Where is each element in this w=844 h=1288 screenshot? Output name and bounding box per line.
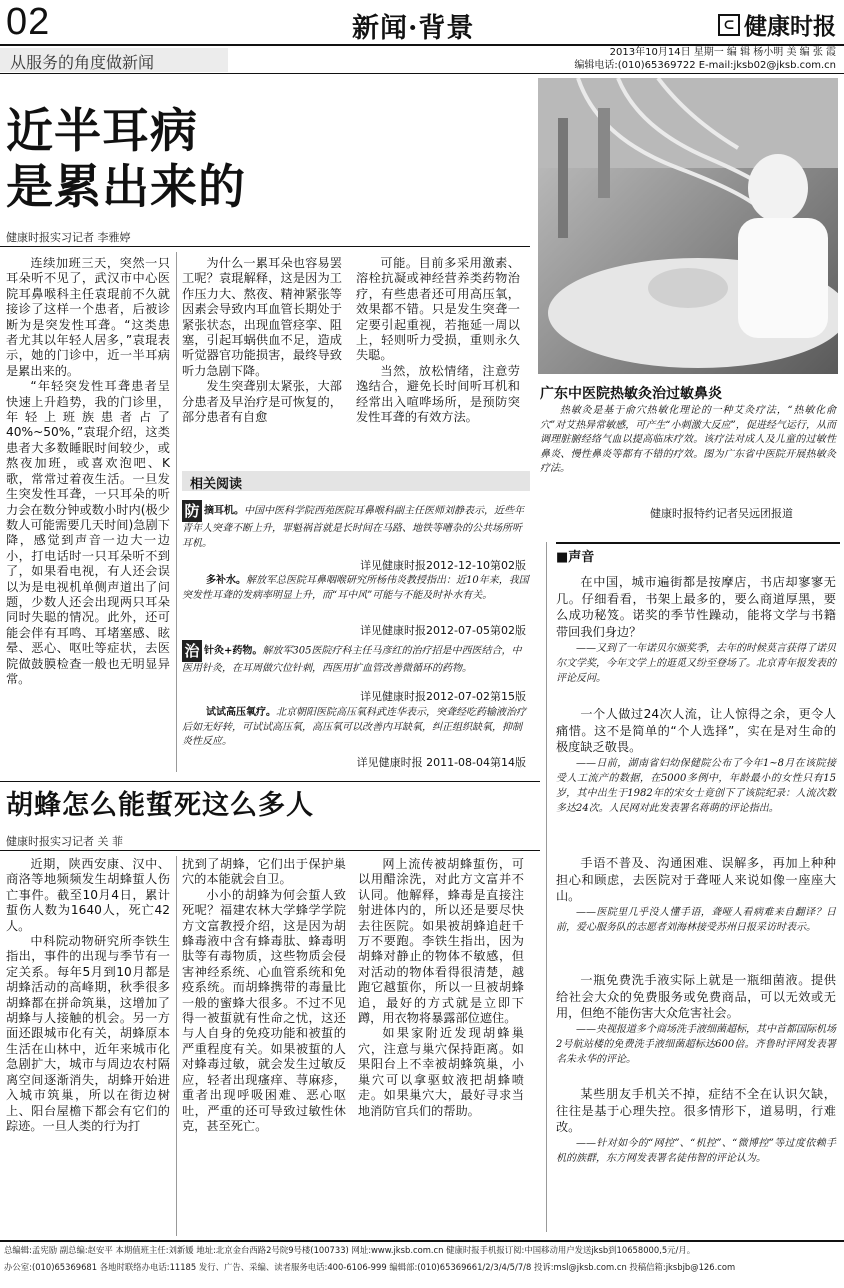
slogan: 从服务的角度做新闻 bbox=[0, 48, 228, 72]
voice-main: 一瓶免费洗手液实际上就是一瓶细菌液。提供给社会大众的免费服务或免费商品，可以无效或无用，但绝不能伤害大众危害社会。 bbox=[556, 973, 836, 1020]
related-text: 中国中医科学院西苑医院耳鼻喉科副主任医师刘静表示，近些年青年人突聋不断上升，罪魁祸首就是长时间在马路、地铁等嘈杂的公共场所听耳机。 bbox=[182, 505, 524, 549]
photo-credit: 健康时报特约记者吴远团报道 bbox=[650, 507, 793, 520]
story2-col3 bbox=[358, 857, 524, 1119]
voices-heading: ■声音 bbox=[556, 542, 840, 562]
related-lead: 多补水。 bbox=[206, 575, 246, 586]
related-lead: 摘耳机。 bbox=[204, 505, 244, 517]
footer-line2: 办公室:(010)65369681 各地时联络办电话:11185 发行、广告、采编、读者服务电话:400-6106-999 编辑部:(010)65369661/2/3/4/5/7/8 投诉:msl@jksb.com.cn 投稿信箱:jksbjb@126.com bbox=[4, 1262, 736, 1272]
logo-mark-icon: ⊂ bbox=[718, 14, 740, 36]
story2-col2-p2: 小小的胡蜂为何会蜇人致死呢？福建农林大学蜂学学院方文富教授介绍，这是因为胡蜂毒液中含有蜂毒肽、蜂毒明肽等有毒物质，这些物质会侵害神经系统、心血管系统和免疫系统。而胡蜂携带的毒量比一般的蜜蜂大很多。不过不见得一被蜇就有性命之忧，这还与人自身的免疫功能和被蜇的严重程度有关。如果被蜇的人对蜂毒过敏，就会发生过敏反应，轻者出现瘙痒、荨麻疹，重者出现呼吸困难、恶心呕吐，严重的还可导致过敏性休克，甚至死亡。 bbox=[182, 887, 346, 1133]
photo-caption-body: 热敏灸是基于俞穴热敏化理论的一种艾灸疗法，“热敏化俞穴”对艾热异常敏感，可产生“小刺激大反应”，促进经气运行，从而调理脏腑经络气血以提高临床疗效。该疗法对成人及儿童的过敏性鼻炎、慢性鼻炎等都有不错的疗效。图为广东省中医院开展热敏灸疗法。 bbox=[540, 405, 836, 475]
story1-col1-p2: “年轻突发性耳聋患者呈快速上升趋势，我的门诊里，年轻上班族患者占了40%~50%，”袁琨介绍，这类患者大多数睡眠时间较少，或熬夜加班，或喜欢泡吧、K歌，常常过着夜生活。一旦发生突发性耳聋，一只耳朵的听力会在数分钟或数小时内(极少数人可能需要几天时间)急剧下降，感觉到声音一边大一边小，打电话时一只耳朵听不到了，如果看电视，有人还会误以为是电视机单侧声道出了问题，少数人还会出现两只耳朵同时失聪的情况。此外，还可能会伴有耳鸣、耳堵塞感、眩晕、恶心、呕吐等症状，去医院做鼓膜检查一般也无明显异常。 bbox=[6, 379, 170, 686]
story1-col1-p1: 连续加班三天，突然一只耳朵听不见了，武汉市中心医院耳鼻喉科主任袁琨前不久就接诊了这样一个患者，后被诊断为是突发性耳聋。“这类患者尤其以年轻人居多，”袁琨表示，她的门诊中，近一半耳病是累出来的。 bbox=[6, 256, 170, 378]
photo-caption-title: 广东中医院热敏灸治过敏鼻炎 bbox=[540, 386, 722, 402]
related-tag: 防 bbox=[182, 500, 202, 522]
related-ref: 详见健康时报 2011-08-04第14版 bbox=[356, 756, 526, 769]
related-text: 北京朝阳医院高压氧科武连华表示，突聋经吃药输液治疗后如无好转，可试试高压氧，高压氧可以改善内耳缺氧，纠正组织缺氧，抑制炎性反应。 bbox=[182, 707, 526, 747]
voice-quote: ——央视报道多个商场洗手液细菌超标，其中首都国际机场2号航站楼的免费洗手液细菌超标达600倍。齐鲁时评网发表署名朱永华的评论。 bbox=[556, 1024, 836, 1065]
related-text: 解放军总医院耳鼻咽喉研究所杨伟炎教授指出：近10年来，我国突发性耳聋的发病率明显上升，而“耳中风”可能与不能及时补水有关。 bbox=[182, 575, 529, 601]
story1-headline-line1: 近半耳病 bbox=[6, 104, 198, 159]
related-reading-heading: 相关阅读 bbox=[182, 471, 530, 491]
story2-headline: 胡蜂怎么能蜇死这么多人 bbox=[6, 790, 314, 821]
story1-col3 bbox=[356, 256, 520, 425]
contact-line: 编辑电话:(010)65369722 E-mail:jksb02@jksb.com.cn bbox=[574, 60, 836, 71]
voice-main: 一个人做过24次人流，让人惊得之余，更令人痛惜。这不是简单的“个人选择”，实在是对生命的极度缺乏敬畏。 bbox=[556, 707, 836, 754]
story2-col1-p2: 中科院动物研究所李铁生指出，事件的出现与季节有一定关系。每年5月到10月都是胡蜂活动的高峰期，秋季很多胡蜂都在拼命筑巢，这增加了胡蜂与人接触的机会。另一方面还跟城市化有关，胡蜂原本生活在山林中，近年来城市化急剧扩大，城市与周边农村隔离空间逐渐消失，胡蜂开始进入城市筑巢，所以在街边树上、阳台屋檐下都会有它们的踪迹。一旦人类的行为打 bbox=[6, 934, 170, 1133]
story1-col2-p1: 为什么一累耳朵也容易罢工呢？袁琨解释，这是因为工作压力大、熬夜、精神紧张等因素会导致内耳血管长期处于紧张状态，出现血管痉挛、阻塞，引起耳蜗供血不足，造成听觉器官功能损害，最终导致听力急剧下降。 bbox=[182, 256, 342, 378]
voice-quote: ——针对如今的“网控”、“机控”、“微博控”等过度依赖手机的族群，东方网发表署名徒伟智的评论认为。 bbox=[556, 1138, 836, 1164]
related-lead: 试试高压氧疗。 bbox=[206, 707, 276, 718]
story2-col2 bbox=[182, 857, 346, 1134]
related-item bbox=[182, 640, 530, 677]
footer-line1: 总编辑:孟宪励 副总编:赵安平 本期值班主任:刘新媛 地址:北京金台西路2号院9号楼(100733) 网址:www.jksb.com.cn 健康时报手机报订阅:中国移动用户发送jksb到10658000,5元/月。 bbox=[4, 1245, 696, 1255]
related-lead: 针灸+药物。 bbox=[204, 645, 263, 657]
page-number: 02 bbox=[6, 1, 51, 43]
logo-text: 健康时报 bbox=[744, 13, 836, 40]
story2-col1 bbox=[6, 857, 170, 1134]
footer-rule bbox=[0, 1240, 844, 1242]
story1-headline bbox=[6, 104, 246, 216]
story2-col1-p1: 近期，陕西安康、汉中、商洛等地频频发生胡蜂蜇人伤亡事件。截至10月4日，累计蜇伤人数为1640人，死亡42人。 bbox=[6, 857, 170, 933]
related-ref: 详见健康时报2012-07-02第15版 bbox=[360, 690, 526, 703]
story2-col3-p1: 网上流传被胡蜂蜇伤，可以用醋涂洗，对此方文富并不认同。他解释，蜂毒是直接注射进体内的，所以还是要尽快去往医院。如果被胡蜂追赶千万不要跑。李铁生指出，因为胡蜂对静止的物体不敏感，但对活动的物体看得很清楚，越跑它越蜇你，所以一旦被胡蜂追，最好的方式就是立即下蹲，用衣物将暴露部位遮住。 bbox=[358, 857, 524, 1026]
story1-col1 bbox=[6, 256, 170, 687]
story1-rule bbox=[0, 246, 530, 247]
related-text: 解放军305医院疗科主任马彦红的治疗招是中西医结合，中医用针灸，在耳周做穴位针刺，西医用扩血管改善微循环的药物。 bbox=[182, 645, 522, 674]
masthead-meta bbox=[574, 46, 836, 72]
story1-byline: 健康时报实习记者 李雅婷 bbox=[6, 231, 131, 244]
related-ref: 详见健康时报2012-12-10第02版 bbox=[360, 559, 526, 572]
story1-col3-p1: 可能。目前多采用激素、溶栓抗凝或神经营养类药物治疗，有些患者还可用高压氧，效果都不错。只是发生突聋一定要引起重视，若拖延一周以上，轻则听力受损，重则永久失聪。 bbox=[356, 256, 520, 363]
story1-col3-p2: 当然，放松情绪，注意劳逸结合，避免长时间听耳机和经常出入喧哗场所，是预防突发性耳聋的有效方法。 bbox=[356, 363, 520, 425]
related-tag: 治 bbox=[182, 640, 202, 662]
story2-col2-p1: 扰到了胡蜂，它们出于保护巢穴的本能就会自卫。 bbox=[182, 857, 346, 887]
voice-quote: ——日前，湖南省妇幼保健院公布了今年1~8月在该院接受人工流产的数据，在5000多例中，年龄最小的女性只有15岁，其中出生于1982年的宋女士竟创下了该院纪录：人流次数多达24次。人民网对此发表署名蒋萌的评论指出。 bbox=[556, 758, 836, 814]
related-item bbox=[182, 500, 530, 551]
column-divider bbox=[546, 542, 547, 1232]
story1-headline-line2: 是累出来的 bbox=[6, 160, 246, 215]
section-title: 新闻·背景 bbox=[352, 13, 475, 44]
story1-col2-p2: 发生突聋别太紧张，大部分患者及早治疗是可恢复的，部分患者有自愈 bbox=[182, 379, 342, 425]
masthead-rule-bottom bbox=[0, 73, 844, 74]
voice-quote: ——医院里几乎没人懂手语，聋哑人看病难来自翻译？日前，爱心服务队的志愿者刘海林接受苏州日报采访时表示。 bbox=[556, 907, 836, 933]
photo-image bbox=[538, 78, 838, 374]
column-divider bbox=[176, 856, 177, 1236]
voice-main: 手语不普及、沟通困难、误解多，再加上种种担心和顾虑，去医院对于聋哑人来说如像一座座大山。 bbox=[556, 856, 836, 903]
story2-top-rule bbox=[0, 781, 540, 782]
related-item bbox=[182, 574, 530, 603]
story2-byline: 健康时报实习记者 关 菲 bbox=[6, 835, 123, 848]
story1-col2 bbox=[182, 256, 342, 425]
story2-col3-p2: 如果家附近发现胡蜂巢穴，注意与巢穴保持距离。如果阳台上不幸被胡蜂筑巢，小巢穴可以拿驱蚊液把胡蜂喷走。如果巢穴大，最好寻求当地消防官兵们的帮助。 bbox=[358, 1026, 524, 1118]
related-item bbox=[182, 706, 530, 750]
photo-moxibustion bbox=[538, 78, 838, 374]
story2-rule bbox=[0, 850, 540, 851]
voice-main: 某些朋友手机关不掉，症结不全在认识欠缺，往往是基于心理失控。很多情形下，道易明，行难改。 bbox=[556, 1087, 836, 1134]
column-divider bbox=[176, 252, 177, 772]
logo bbox=[718, 8, 836, 41]
date-line: 2013年10月14日 星期一 编 辑 杨小明 美 编 张 霞 bbox=[609, 47, 836, 58]
related-ref: 详见健康时报2012-07-05第02版 bbox=[360, 624, 526, 637]
voice-quote: ——又到了一年诺贝尔颁奖季，去年的时候莫言获得了诺贝尔文学奖，今年文学上的逛觅又纷至登场了。北京青年报发表的评论反问。 bbox=[556, 643, 836, 684]
voice-main: 在中国，城市遍街都是按摩店，书店却寥寥无几。仔细看看，书架上最多的，要么商道厚黑，要么成功秘笈。诺奖的季节性躁动，能将文学与书籍带回我们身边？ bbox=[556, 575, 836, 639]
